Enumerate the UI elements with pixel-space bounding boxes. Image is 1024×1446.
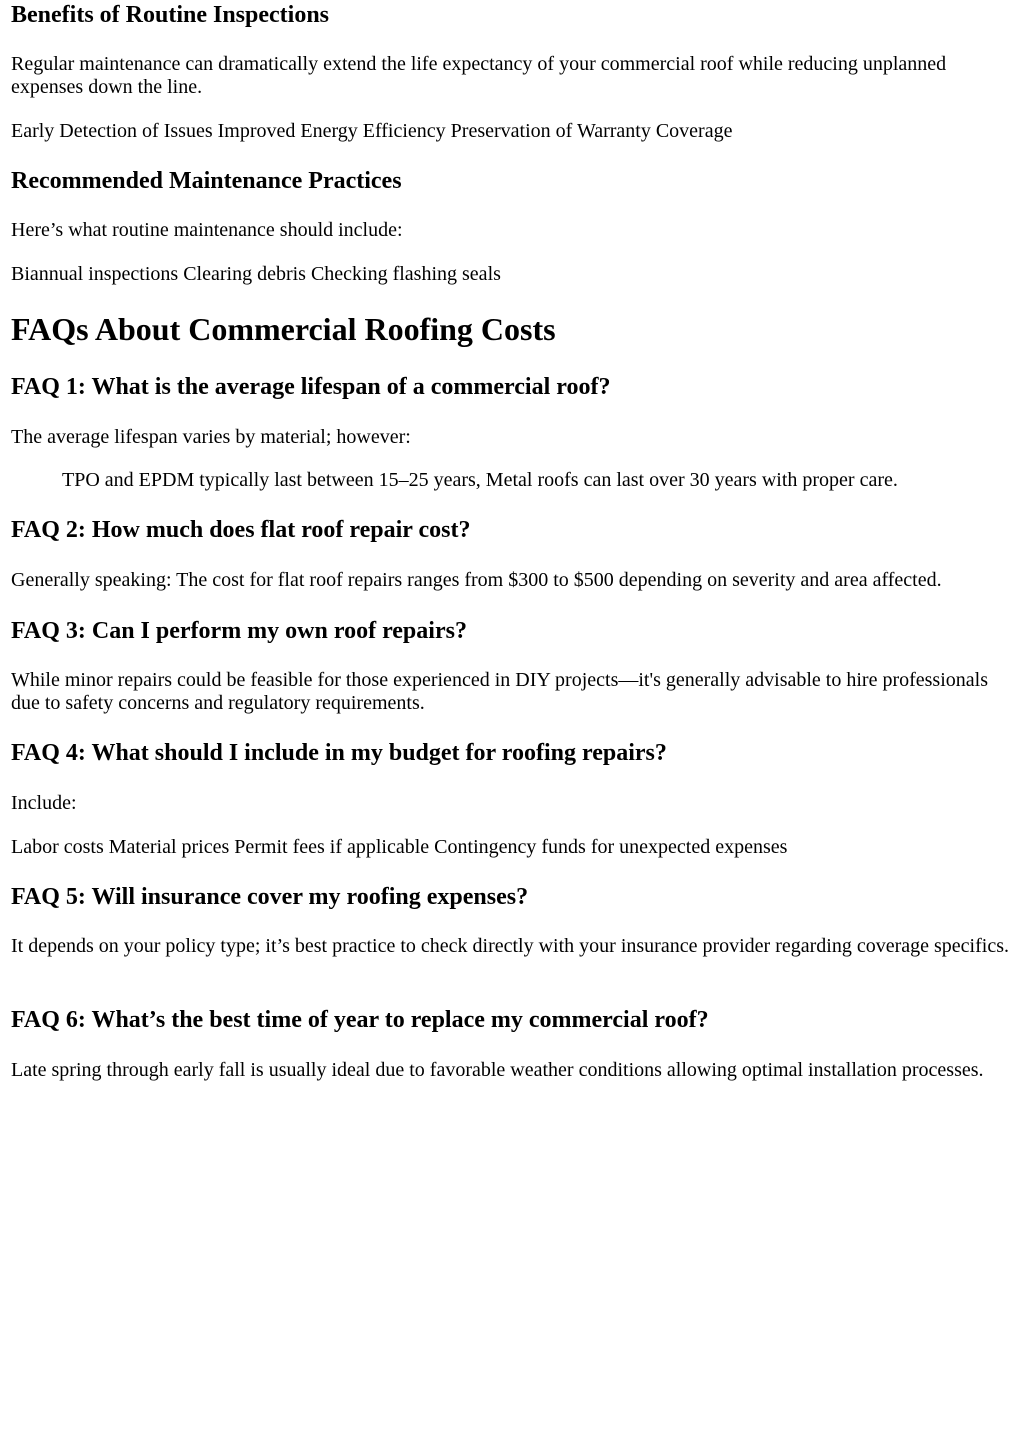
faq-5-question: FAQ 5: Will insurance cover my roofing expenses? (11, 884, 529, 910)
faq-1-question: FAQ 1: What is the average lifespan of a commercial roof? (11, 374, 611, 400)
faq-2-question: FAQ 2: How much does flat roof repair cost? (11, 517, 471, 543)
faq-1-quote: TPO and EPDM typically last between 15–25 years, Metal roofs can last over 30 years with proper care. (62, 469, 898, 491)
faq-3-question: FAQ 3: Can I perform my own roof repairs? (11, 618, 467, 644)
faq-3-answer: While minor repairs could be feasible for those experienced in DIY projects—it's generally advisable to hire professionals due to safety concerns and regulatory requirements. (11, 669, 988, 714)
faqs-heading: FAQs About Commercial Roofing Costs (11, 311, 556, 347)
faq-1-answer: The average lifespan varies by material; however: (11, 426, 411, 448)
benefits-heading: Benefits of Routine Inspections (11, 2, 330, 28)
practices-heading: Recommended Maintenance Practices (11, 168, 402, 194)
faq-2-answer: Generally speaking: The cost for flat roof repairs ranges from $300 to $500 depending on severity and area affected. (11, 569, 942, 591)
faq-5-answer: It depends on your policy type; it’s best practice to check directly with your insurance provider regarding coverage specifics. (11, 935, 1009, 957)
faq-4-list: Labor costs Material prices Permit fees if applicable Contingency funds for unexpected expenses (11, 836, 788, 858)
faq-4-answer: Include: (11, 792, 77, 814)
faq-6-answer: Late spring through early fall is usually ideal due to favorable weather conditions allowing optimal installation processes. (11, 1059, 984, 1081)
benefits-intro: Regular maintenance can dramatically extend the life expectancy of your commercial roof while reducing unplanned expenses down the line. (11, 53, 947, 98)
faq-4-question: FAQ 4: What should I include in my budget for roofing repairs? (11, 740, 667, 766)
benefits-list: Early Detection of Issues Improved Energy Efficiency Preservation of Warranty Coverage (11, 120, 733, 142)
faq-6-question: FAQ 6: What’s the best time of year to replace my commercial roof? (11, 1007, 709, 1033)
practices-list: Biannual inspections Clearing debris Checking flashing seals (11, 263, 501, 285)
practices-intro: Here’s what routine maintenance should include: (11, 219, 403, 241)
